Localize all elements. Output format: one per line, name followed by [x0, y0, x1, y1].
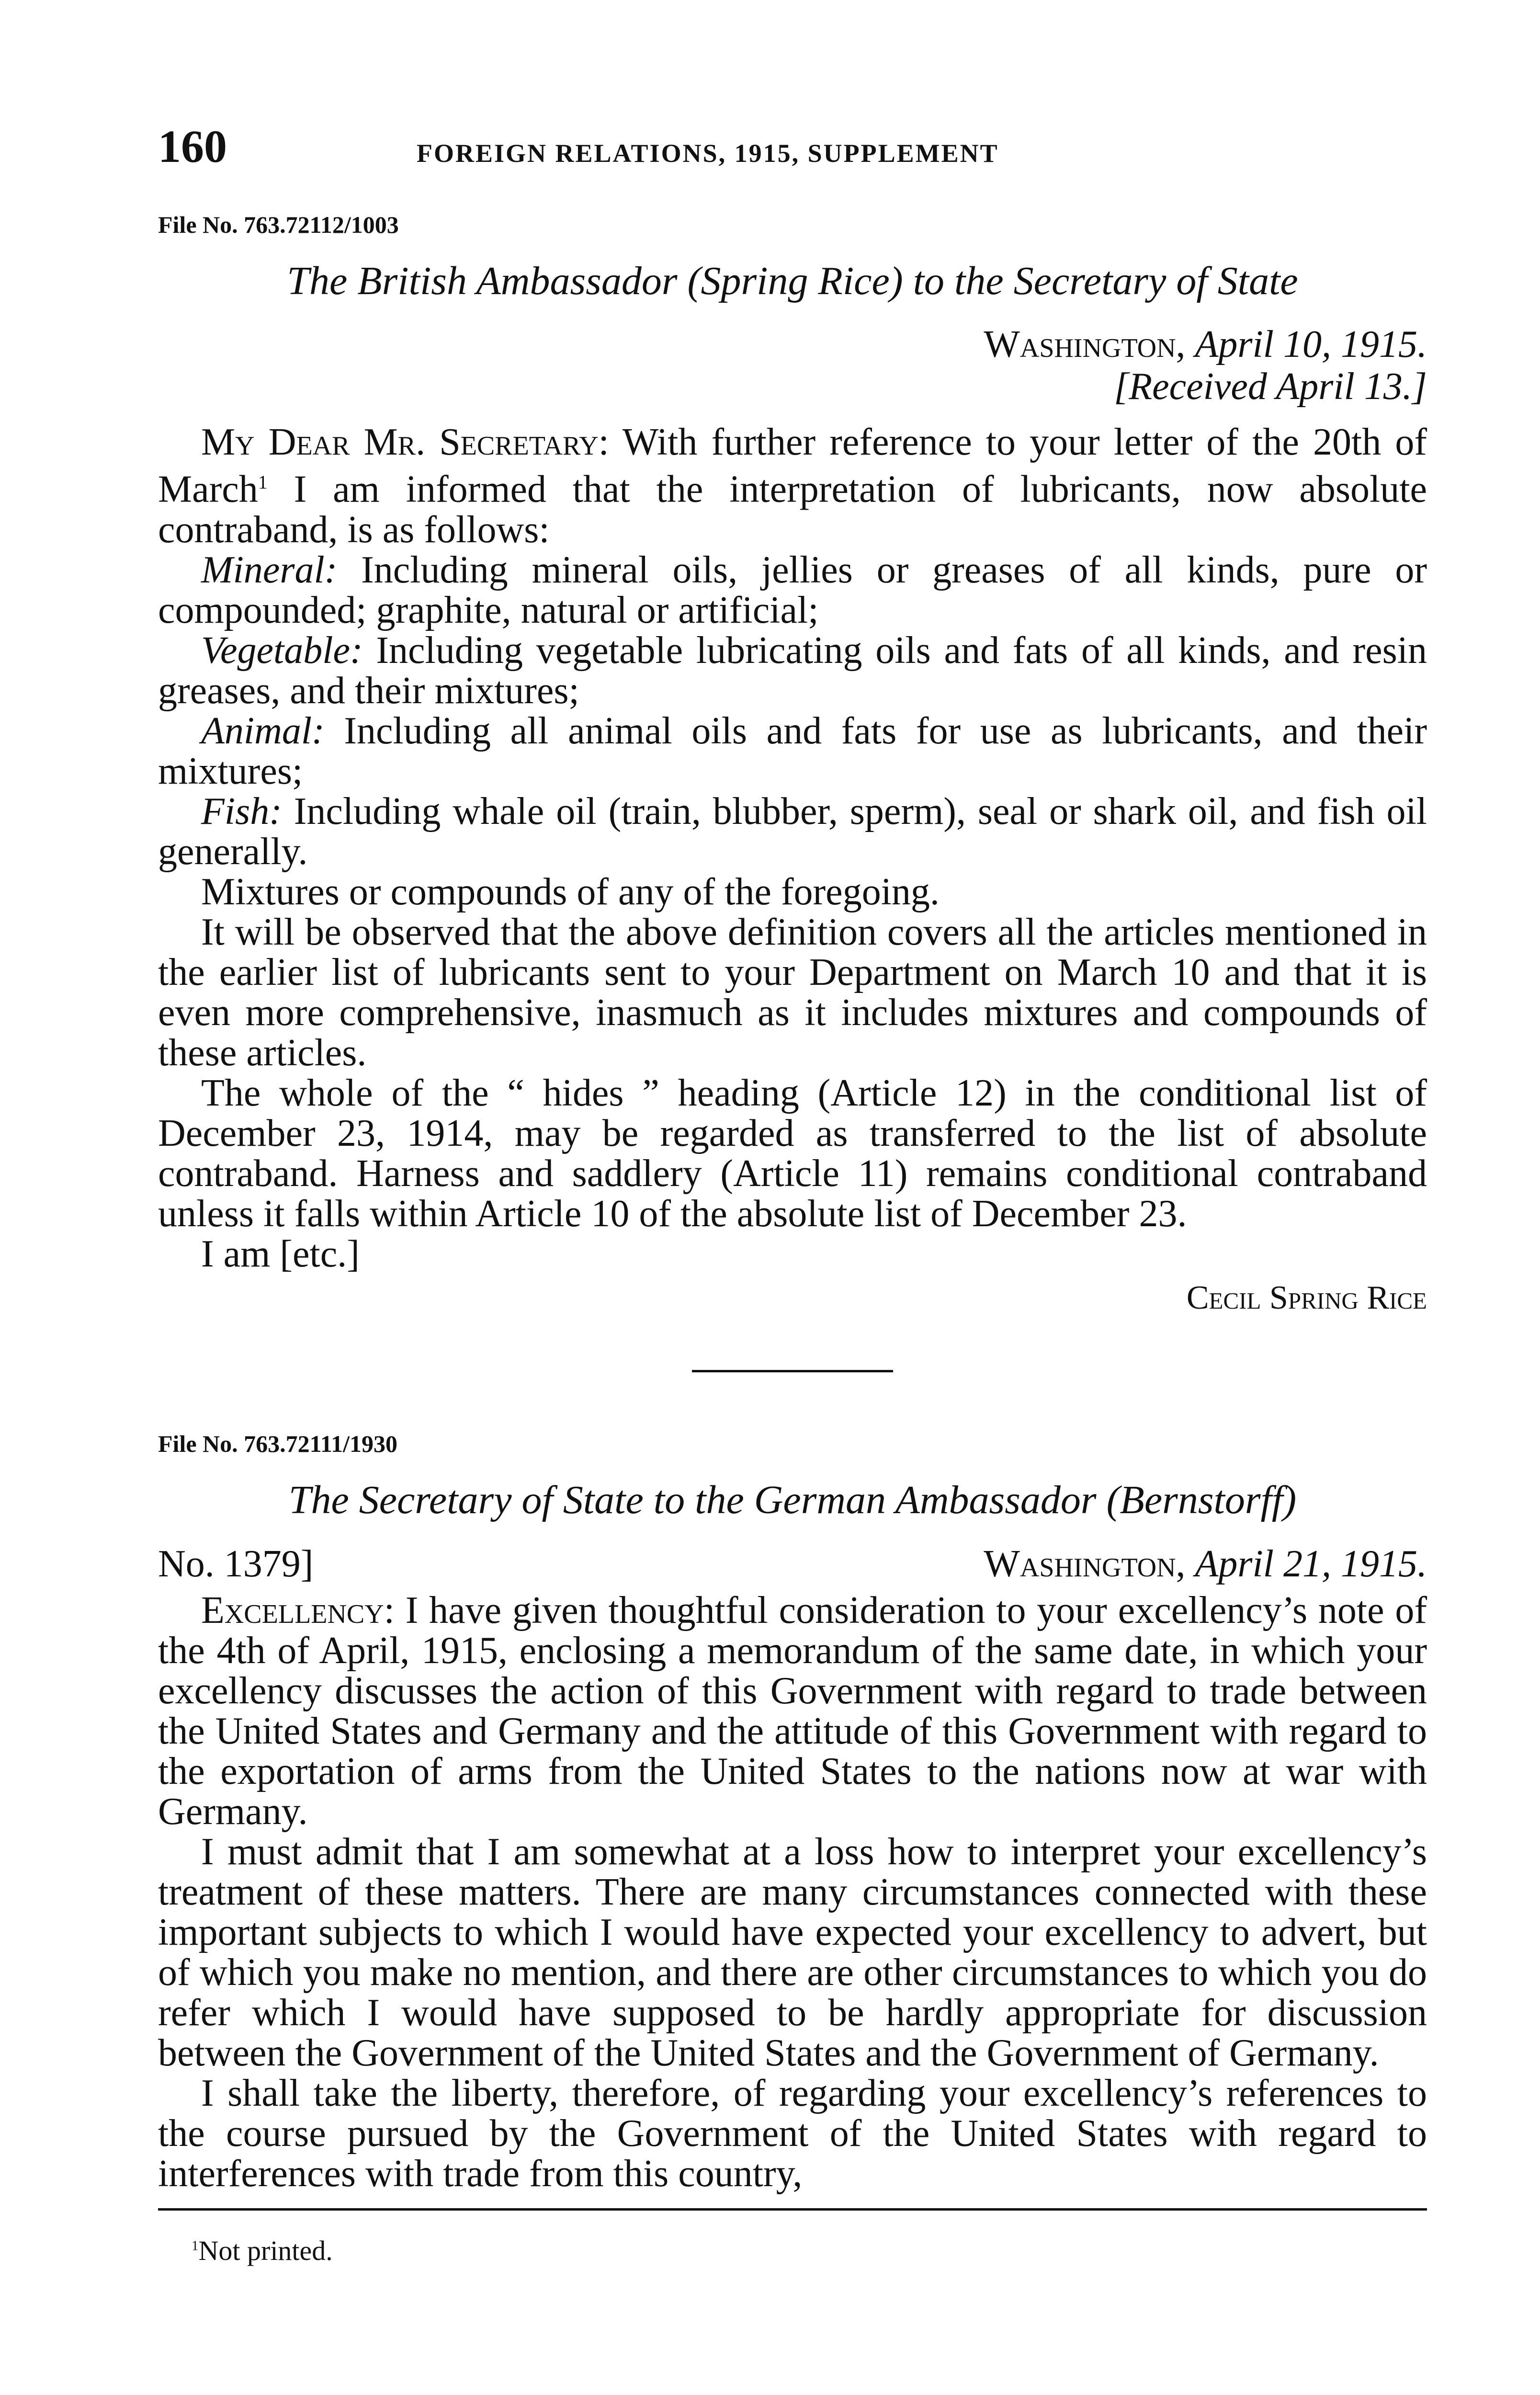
file-number: File No. 763.72111/1930 — [158, 1430, 397, 1457]
document-heading: The Secretary of State to the German Ambassador (Bernstorff) — [288, 1477, 1297, 1522]
page — [158, 120, 1427, 2267]
footnote-marker: 1 — [258, 471, 268, 493]
salutation: Excellency: — [201, 1589, 395, 1631]
signature: Cecil Spring Rice — [1186, 1279, 1427, 1316]
lubricant-item: Fish: Including whale oil (train, blubber, sperm), seal or shark oil, and fish oil generally. — [158, 790, 1427, 873]
paragraph: My Dear Mr. Secretary: With further reference to your letter of the 20th of March$^1$ I am informed that the interpretation of lubricants, now absolute contraband, is as follows: — [158, 421, 1427, 551]
dateline-date: April 10, 1915. — [1195, 323, 1427, 365]
paragraph: Mixtures or compounds of any of the foregoing. — [201, 870, 940, 913]
dateline — [158, 1542, 1427, 1585]
paragraph: I shall take the liberty, therefore, of regarding your excellency’s references to the course pursued by the Government of the United States with regard to interferences with trade from this country, — [158, 2072, 1427, 2195]
note-number: No. 1379] — [158, 1542, 314, 1585]
document-heading: The British Ambassador (Spring Rice) to the Secretary of State — [287, 259, 1298, 303]
paragraph: It will be observed that the above definition covers all the articles mentioned in the earlier list of lubricants sent to your Department on March 10 and that it is even more comprehensive, inasmuch as it includes mixtures and compounds of these articles. — [158, 911, 1427, 1074]
running-head — [158, 120, 1427, 192]
letter-body — [158, 422, 1427, 1274]
letter-body — [158, 1590, 1427, 2194]
file-number: File No. 763.72112/1003 — [158, 211, 399, 238]
lubricant-item: Vegetable: Including vegetable lubricating oils and fats of all kinds, and resin greases, and their mixtures; — [158, 629, 1427, 712]
paragraph: The whole of the “ hides ” heading (Article 12) in the conditional list of December 23, 1914, may be regarded as transferred to the list of absolute contraband. Harness and saddlery (Article 11) remains conditional contraband unless it falls within Article 10 of the absolute list of December 23. — [158, 1072, 1427, 1235]
lubricant-item: Mineral: Including mineral oils, jellies or greases of all kinds, pure or compounded; graphite, natural or artificial; — [158, 548, 1427, 631]
salutation: My Dear Mr. Secretary: — [201, 421, 609, 463]
dateline-place: Washington, — [984, 1542, 1186, 1585]
footnote-rule — [158, 2208, 1427, 2211]
dateline-date: April 21, 1915. — [1195, 1542, 1427, 1585]
page-number: 160 — [158, 121, 227, 172]
received-note: [Received April 13.] — [1114, 365, 1427, 408]
dateline — [158, 323, 1427, 365]
footnote: $^1$Not printed. — [192, 2235, 333, 2266]
paragraph: Excellency: I have given thoughtful consideration to your excellency’s note of the 4th of April, 1915, enclosing a memorandum of the same date, in which your excellency discusses the action of this Government with regard to trade between the United States and Germany and the attitude of this Government with regard to the exportation of arms from the United States to the nations now at war with Germany. — [158, 1589, 1427, 1833]
section-divider — [692, 1370, 893, 1372]
closing: I am [etc.] — [201, 1232, 360, 1275]
lubricant-item: Animal: Including all animal oils and fats for use as lubricants, and their mixtures; — [158, 709, 1427, 792]
running-title: FOREIGN RELATIONS, 1915, SUPPLEMENT — [417, 139, 999, 168]
paragraph: I must admit that I am somewhat at a loss how to interpret your excellency’s treatment of these matters. There are many circumstances connected with these important subjects to which I would have expected your excellency to advert, but of which you make no mention, and there are other circumstances to which you do refer which I would have supposed to be hardly appropriate for discussion between the Government of the United States and the Government of Germany. — [158, 1830, 1427, 2074]
dateline-place: Washington, — [984, 323, 1186, 365]
